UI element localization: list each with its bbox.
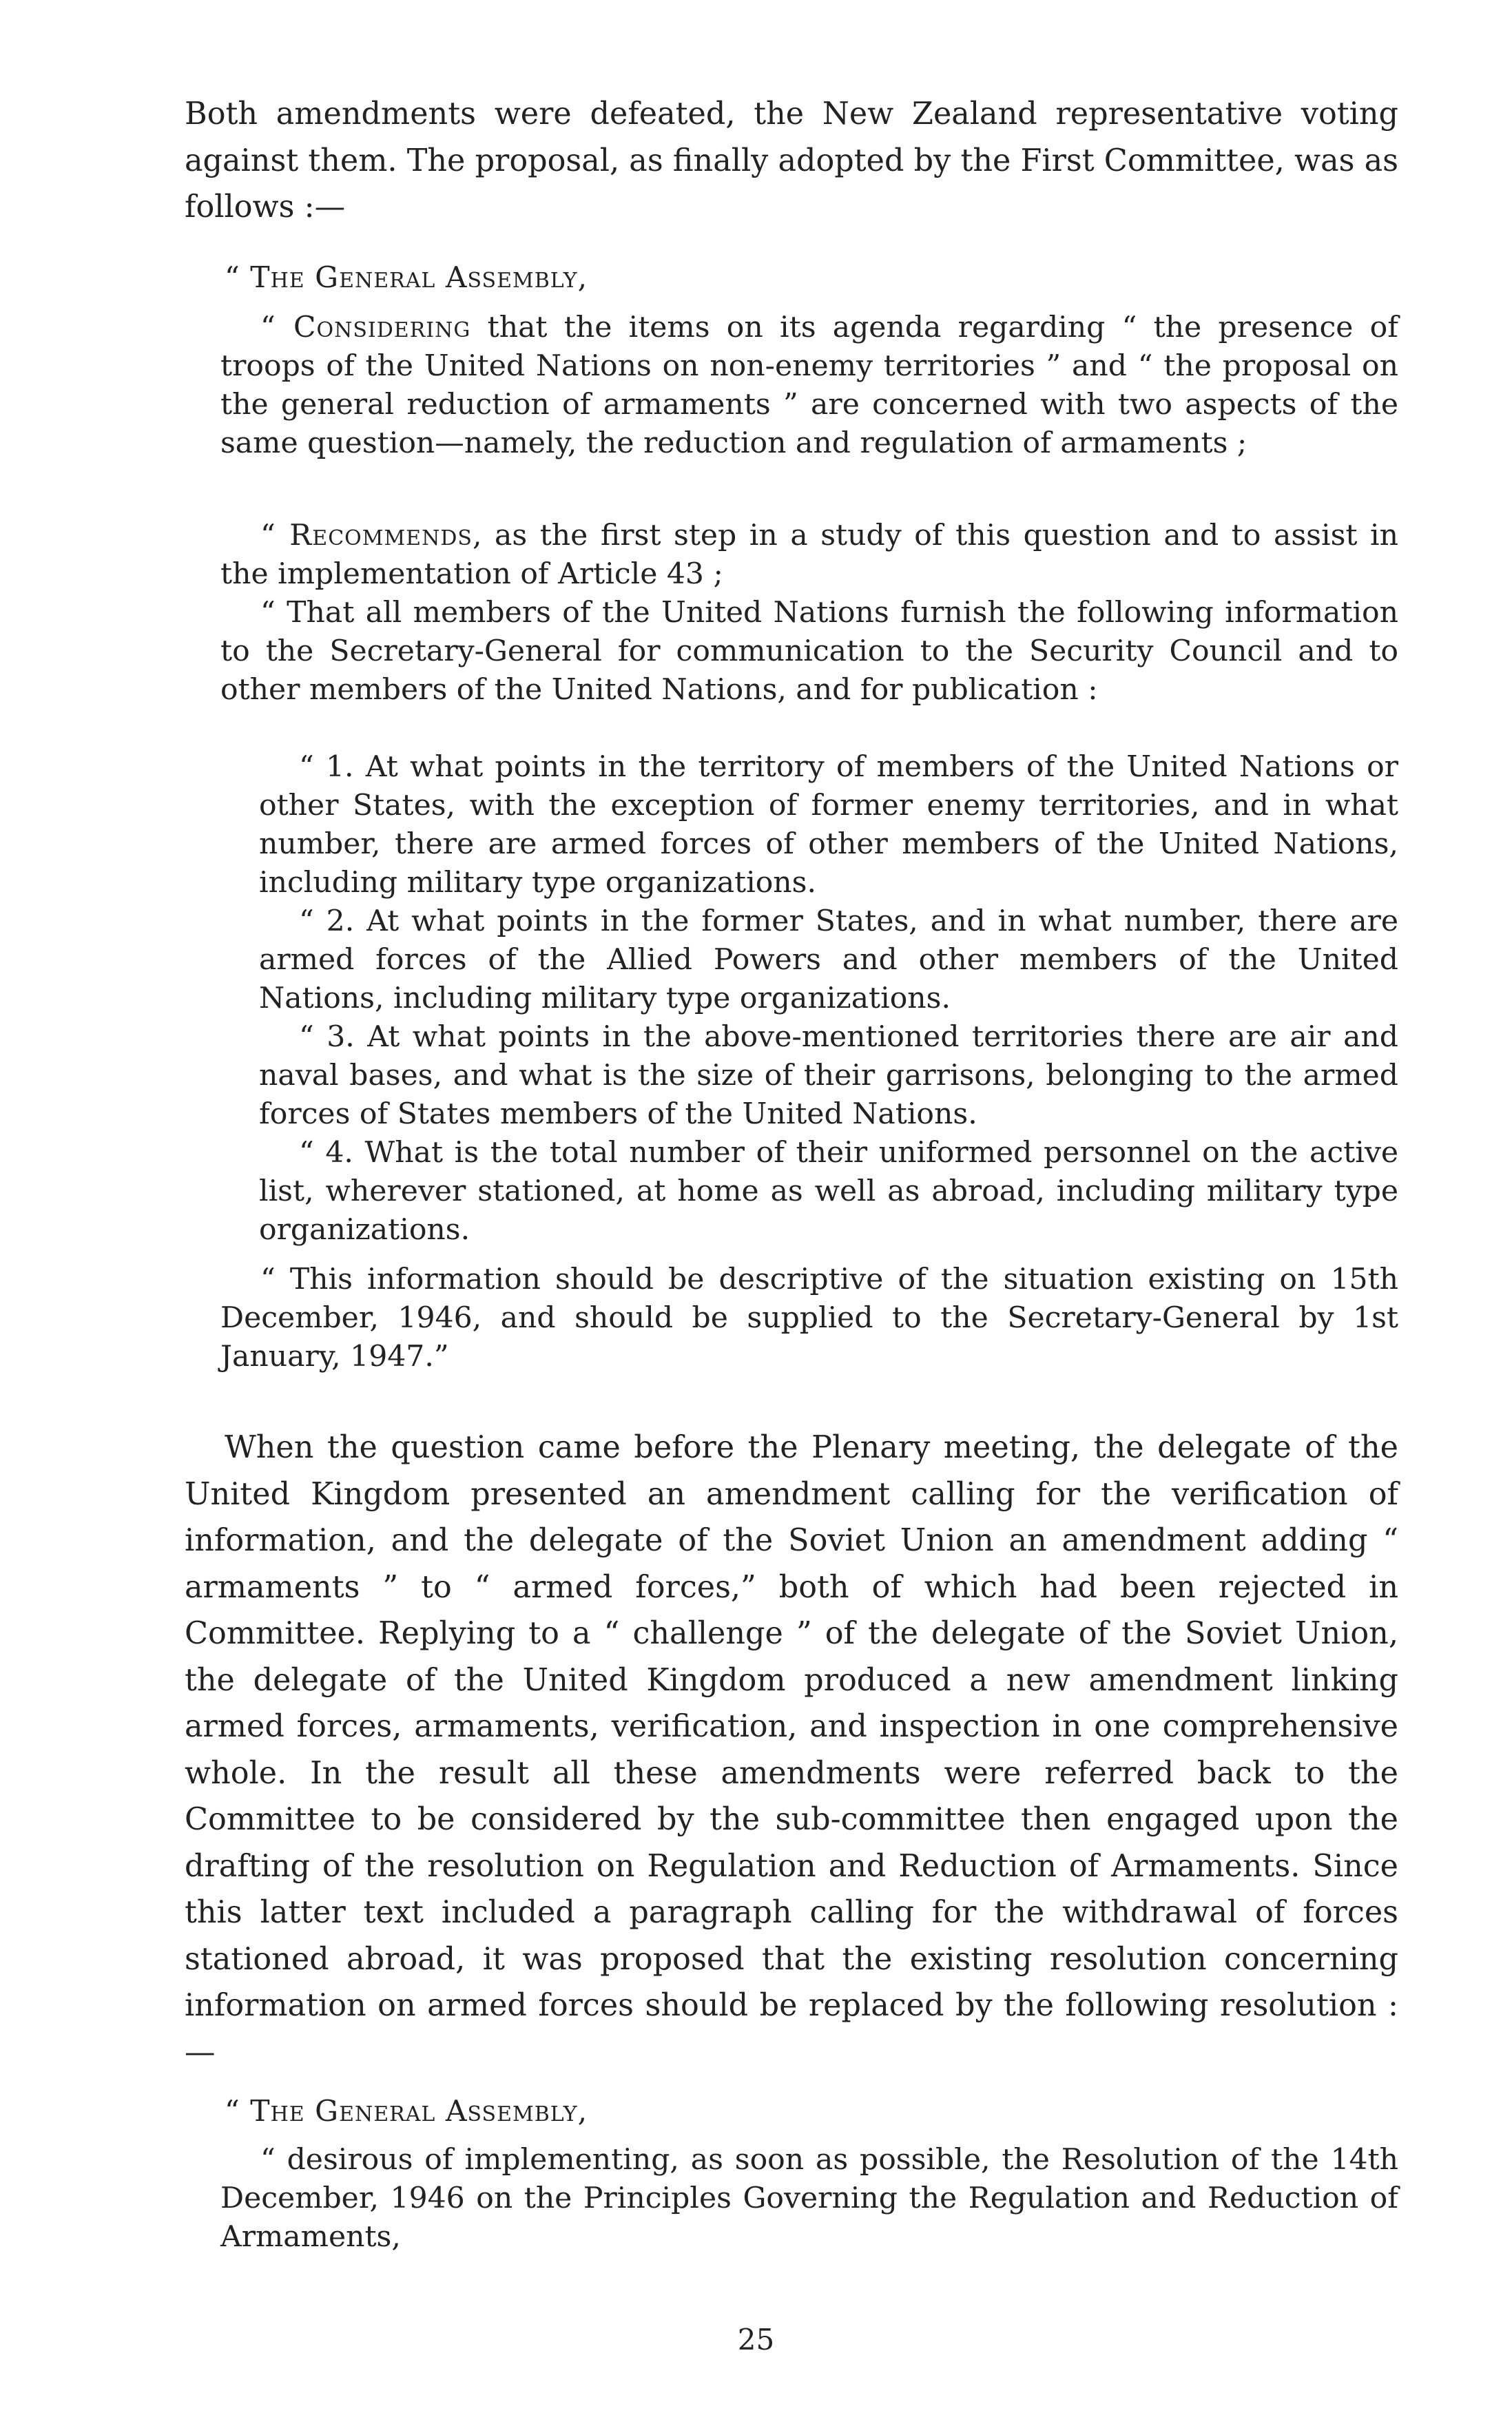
recommends-lead: “ Recommends (260, 519, 473, 552)
main-paragraph-text: When the question came before the Plenary meeting, the delegate of the United Kingdom presented an amendment calling for the verification of information, and the delegate of the Soviet Union an amendment adding “ armaments ” to “ armed forces,” both of which had been rejected in Committee. Replying to a “ challenge ” of the delegate of the Soviet Union, the delegate of the United Kingdom produced a new amendment linking armed forces, armaments, verification, and inspection in one comprehensive whole. In the result all these amendments were referred back to the Committee to be considered by the sub-committee then engaged upon the drafting of the resolution on Regulation and Reduction of Armaments. Since this latter text included a paragraph calling for the withdrawal of forces stationed abroad, it was proposed that the existing resolution concerning information on armed forces should be replaced by the following resolution :— (185, 1430, 1398, 2070)
resolution-1-item: “ 2. At what points in the former States, and in what number, there are armed forces of the Allied Powers and other members of the United Nations, including military type organizations. (259, 904, 1398, 1015)
resolution-1-closing: “ This information should be descriptive of the situation existing on 15th December, 1946, and should be supplied to the Secretary-General by 1st January, 1947.” (220, 1263, 1398, 1374)
resolution-1-that-all: “ That all members of the United Nations furnish the following information to the Secretary-General for communication to the Security Council and to other members of the United Nations, and for publication : (220, 596, 1398, 707)
resolution-1-closing-block (185, 1261, 1398, 1376)
recommends-text: , as the first step in a study of this question and to assist in the implementation of Article 43 ; (220, 519, 1398, 591)
resolution-2 (185, 2093, 1398, 2131)
resolution-1-item: “ 3. At what points in the above-mentioned territories there are air and naval bases, and what is the size of their garrisons, belonging to the armed forces of States members of the United Nations. (259, 1020, 1398, 1131)
considering-lead: “ Considering (260, 311, 471, 344)
resolution-1-heading: “ The General Assembly, (225, 261, 588, 295)
resolution-2-desirous: “ desirous of implementing, as soon as possible, the Resolution of the 14th December, 1946 on the Principles Governing the Regulation and Reduction of Armaments, (220, 2143, 1398, 2254)
resolution-1-considering (220, 309, 1398, 463)
resolution-1-item: “ 1. At what points in the territory of members of the United Nations or other States, with the exception of former enemy territories, and in what number, there are armed forces of other members of the United Nations, including military type organizations. (259, 750, 1398, 900)
resolution-1 (185, 259, 1398, 298)
resolution-1-item: “ 4. What is the total number of their uniformed personnel on the active list, wherever stationed, at home as well as abroad, including military type organizations. (259, 1136, 1398, 1247)
resolution-1-body (185, 309, 1398, 463)
considering-text: that the items on its agenda regarding “ the presence of troops of the United Nations on non-enemy territories ” and “ the proposal on the general reduction of armaments ” are concerned with two aspects of the same question—namely, the reduction and regulation of armaments ; (220, 311, 1398, 460)
resolution-1-recommends (220, 517, 1398, 594)
resolution-2-heading: “ The General Assembly, (225, 2095, 588, 2128)
intro-paragraph-text: Both amendments were defeated, the New Zealand representative voting against them. The proposal, as finally adopted by the First Committee, was as follows :— (185, 96, 1398, 225)
intro-paragraph (185, 91, 1398, 231)
resolution-2-body (185, 2141, 1398, 2257)
page-number: 25 (737, 2323, 775, 2356)
resolution-1-items (185, 748, 1398, 1250)
main-paragraph (185, 1424, 1398, 2075)
resolution-1-recommends-block (185, 517, 1398, 709)
